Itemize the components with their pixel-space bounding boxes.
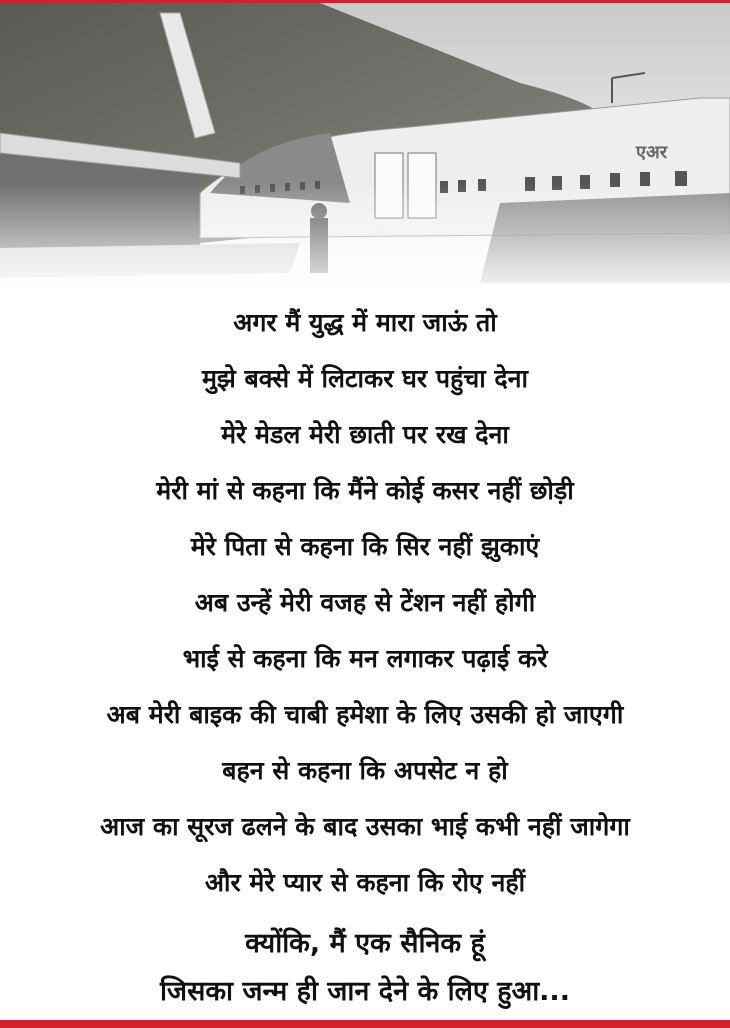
- poem-line: मेरी मां से कहना कि मैंने कोई कसर नहीं छोड़ी: [156, 476, 574, 505]
- poem-line: मेरे पिता से कहना कि सिर नहीं झुकाएं: [190, 532, 540, 561]
- closing-line: क्योंकि, मैं एक सैनिक हूं: [245, 928, 485, 959]
- bottom-red-border: [0, 1020, 730, 1028]
- closing-line: जिसका जन्म ही जान देने के लिए हुआ...: [160, 976, 570, 1007]
- crashed-airplane-photo: [0, 3, 730, 303]
- poem-line: आज का सूरज ढलने के बाद उसका भाई कभी नहीं जागेगा: [100, 812, 630, 841]
- poem-line: और मेरे प्यार से कहना कि रोए नहीं: [204, 868, 526, 897]
- poem-line: मुझे बक्से में लिटाकर घर पहुंचा देना: [201, 364, 529, 393]
- poem-line: अब उन्हें मेरी वजह से टेंशन नहीं होगी: [194, 588, 536, 617]
- poem-line: बहन से कहना कि अपसेट न हो: [222, 756, 508, 785]
- airline-lettering: एअर: [636, 142, 668, 163]
- poem-line: अब मेरी बाइक की चाबी हमेशा के लिए उसकी हो जाएगी: [106, 700, 624, 729]
- poem-line: भाई से कहना कि मन लगाकर पढ़ाई करे: [182, 644, 548, 673]
- poem-line: मेरे मेडल मेरी छाती पर रख देना: [221, 420, 509, 449]
- poem-line: अगर मैं युद्ध में मारा जाऊं तो: [233, 308, 497, 337]
